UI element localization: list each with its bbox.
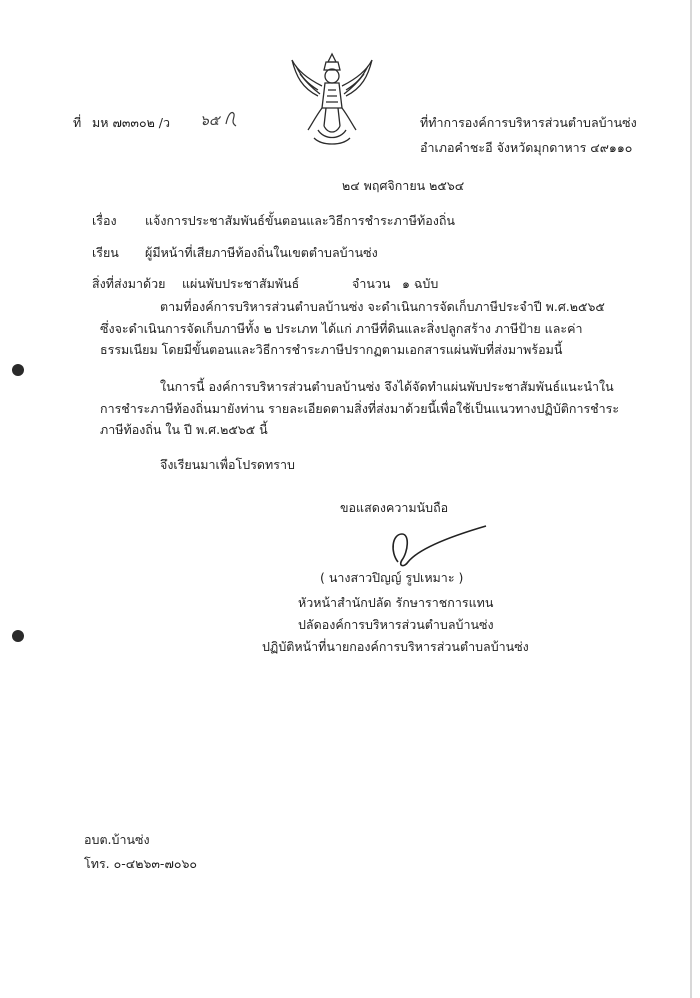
footer-org: อบต.บ้านซ่ง xyxy=(84,832,150,847)
quantity-value: ๑ ฉบับ xyxy=(402,276,439,291)
ref-handwritten: ๖๕ xyxy=(200,113,220,129)
handwritten-mark-icon xyxy=(224,108,238,128)
signatory-name: ( นางสาวปิญญ์ รูปเหมาะ ) xyxy=(320,570,464,585)
body-paragraph-2 xyxy=(100,376,620,441)
signatory-title-2: ปลัดองค์การบริหารส่วนตำบลบ้านซ่ง xyxy=(298,617,494,632)
to-label: เรียน xyxy=(92,245,119,260)
ref-number: มห ๗๓๓๐๒ /ว xyxy=(92,115,171,130)
punch-hole-bottom xyxy=(12,630,24,642)
subject-label: เรื่อง xyxy=(92,213,117,228)
quantity-label: จำนวน xyxy=(352,276,391,291)
enclosure-label: สิ่งที่ส่งมาด้วย xyxy=(92,276,166,291)
salutation: ขอแสดงความนับถือ xyxy=(340,500,449,515)
to-text: ผู้มีหน้าที่เสียภาษีท้องถิ่นในเขตตำบลบ้านซ่ง xyxy=(145,245,378,260)
footer-phone: โทร. ๐-๔๒๖๓-๗๐๖๐ xyxy=(84,856,198,871)
office-name: ที่ทำการองค์การบริหารส่วนตำบลบ้านซ่ง xyxy=(420,115,637,130)
page-edge-line xyxy=(690,0,692,998)
subject-text: แจ้งการประชาสัมพันธ์ขั้นตอนและวิธีการชำระภาษีท้องถิ่น xyxy=(145,213,455,228)
ref-label: ที่ xyxy=(73,115,82,130)
closing-line: จึงเรียนมาเพื่อโปรดทราบ xyxy=(160,457,295,472)
paragraph-1-text: ตามที่องค์การบริหารส่วนตำบลบ้านซ่ง จะดำเนินการจัดเก็บภาษีประจำปี พ.ศ.๒๕๖๕ ซึ่งจะดำเนินการจัดเก็บภาษีทั้ง ๒ ประเภท ได้แก่ ภาษีที่ดินและสิ่งปลูกสร้าง ภาษีป้าย และค่าธรรมเนียม โดยมีขั้นตอนและวิธีการชำระภาษีปรากฏตามเอกสารแผ่นพับที่ส่งมาพร้อมนี้ xyxy=(100,299,605,357)
signatory-title-1: หัวหน้าสำนักปลัด รักษาราชการแทน xyxy=(298,595,494,610)
body-paragraph-1 xyxy=(100,296,620,361)
punch-hole-top xyxy=(12,364,24,376)
signatory-title-3: ปฏิบัติหน้าที่นายกองค์การบริหารส่วนตำบลบ้านซ่ง xyxy=(262,639,529,654)
letter-date: ๒๔ พฤศจิกายน ๒๕๖๔ xyxy=(342,178,465,193)
paragraph-2-text: ในการนี้ องค์การบริหารส่วนตำบลบ้านซ่ง จึงได้จัดทำแผ่นพับประชาสัมพันธ์แนะนำในการชำระภาษีท้องถิ่นมายังท่าน รายละเอียดตามสิ่งที่ส่งมาด้วยนี้เพื่อใช้เป็นแนวทางปฏิบัติการชำระภาษีท้องถิ่น ใน ปี พ.ศ.๒๕๖๕ นี้ xyxy=(100,379,620,437)
office-address: อำเภอคำชะอี จังหวัดมุกดาหาร ๔๙๑๑๐ xyxy=(420,140,633,155)
garuda-emblem xyxy=(288,50,376,150)
enclosure-text: แผ่นพับประชาสัมพันธ์ xyxy=(182,276,300,291)
handwritten-signature xyxy=(368,522,488,570)
